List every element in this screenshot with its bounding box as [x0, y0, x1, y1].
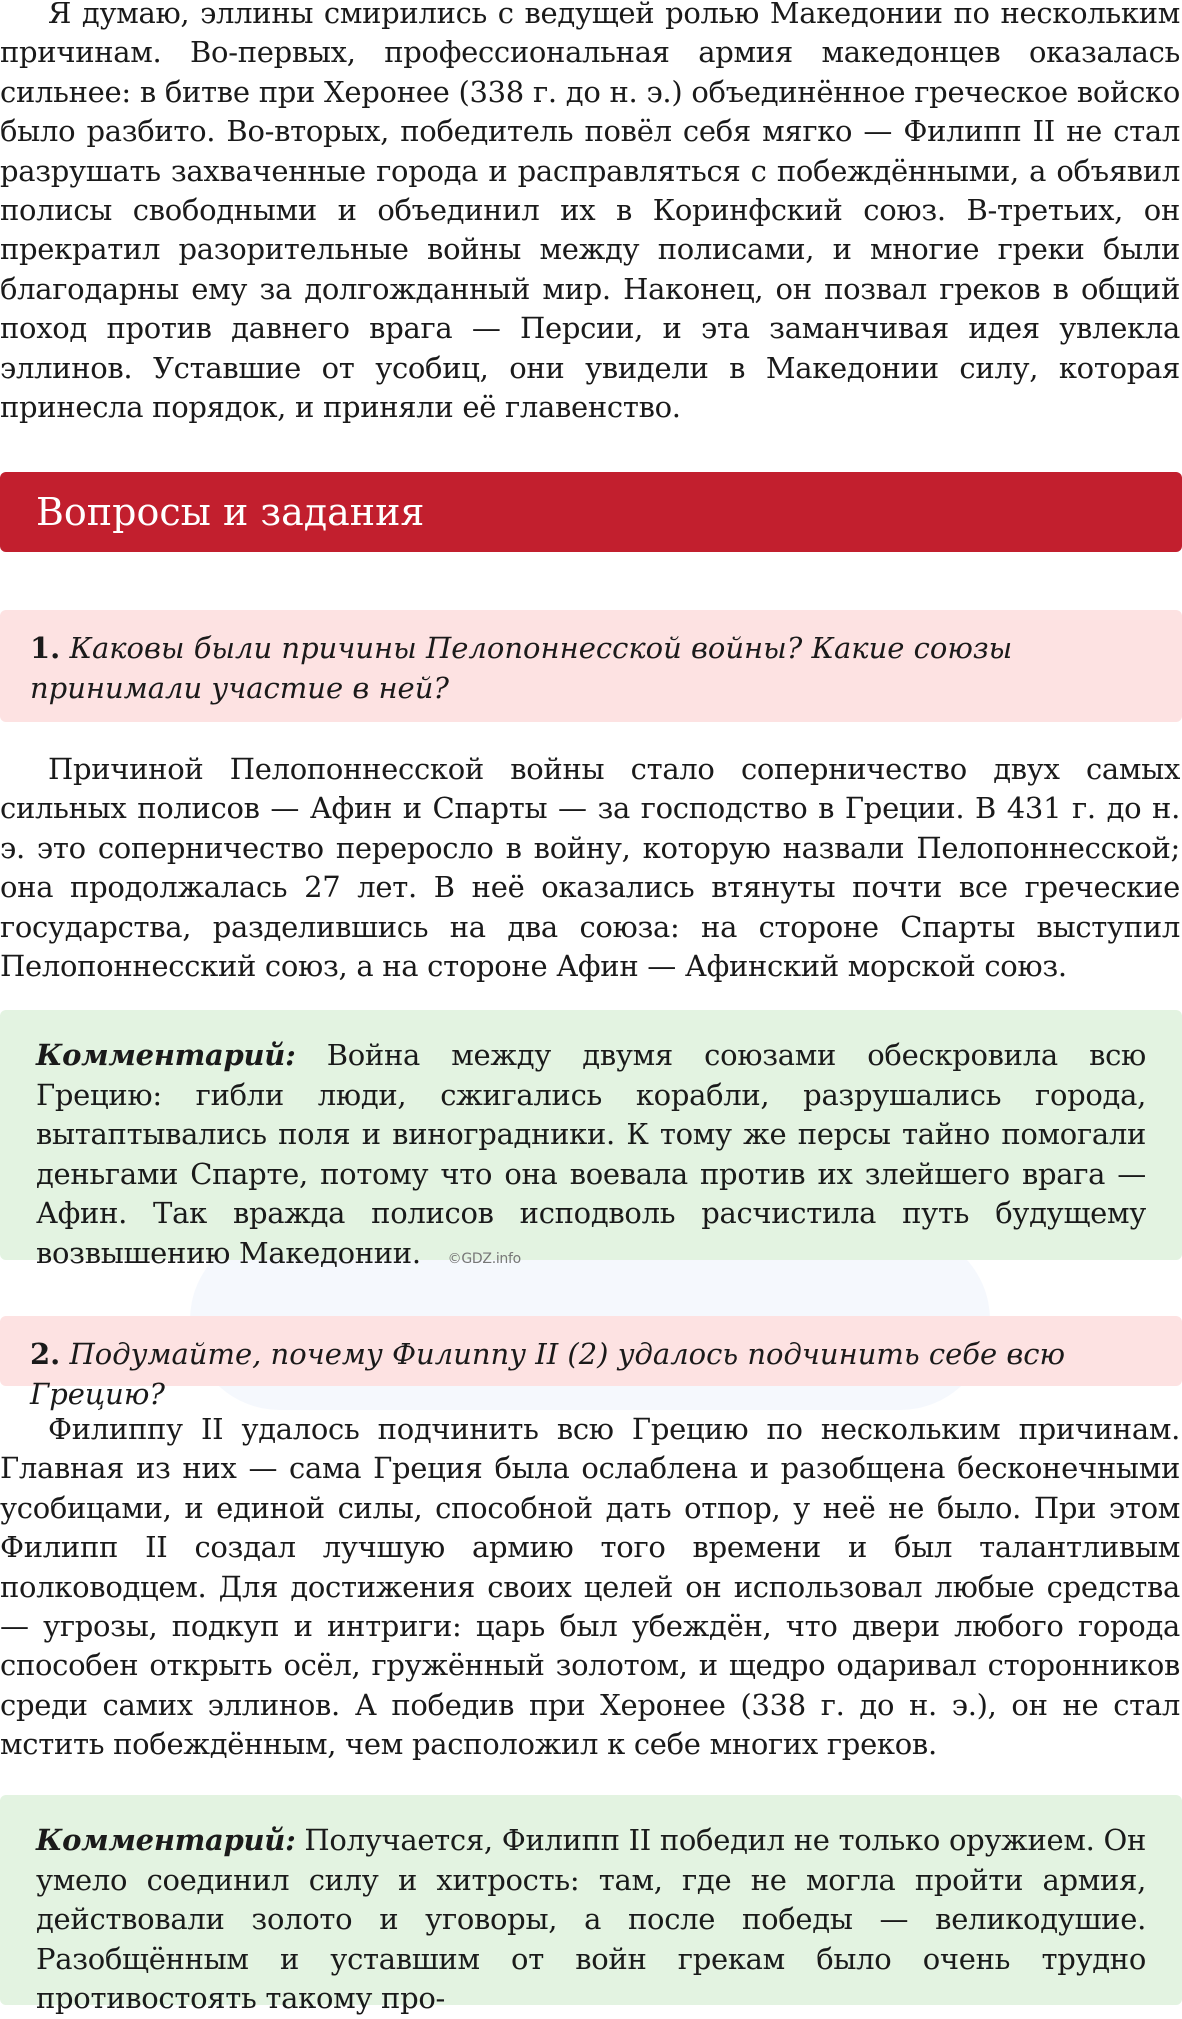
- question-2-number: 2.: [30, 1337, 61, 1371]
- section-title: Вопросы и задания: [36, 490, 425, 534]
- copyright-mark: ©GDZ.info: [447, 1250, 521, 1267]
- question-1-number: 1.: [30, 631, 61, 665]
- comment-2-box: [0, 1795, 1182, 2016]
- question-1-text: Каковы были причины Пелопоннесской войны? Какие союзы принимали участие в ней?: [30, 631, 1013, 705]
- question-1-box: [0, 610, 1182, 722]
- answer-2-paragraph: Филиппу II удалось подчинить всю Грецию по нескольким причинам. Главная из них — сама Греция была ослаблена и разобщена бесконечными усобицами, и единой силы, способной дать отпор, у неё не было. При этом Филипп II создал лучшую армию того времени и был талантливым полководцем. Для достижения своих целей он использовал любые средства — угрозы, подкуп и интриги: царь был убеждён, что двери любого города способен открыть осёл, гружённый золотом, и щедро одаривал сторонников среди самих эллинов. А победив при Херонее (338 г. до н. э.), он не стал мстить побеждённым, чем расположил к себе многих греков.: [0, 1412, 1180, 1762]
- intro-paragraph: Я думаю, эллины смирились с ведущей ролью Македонии по нескольким причинам. Во-первых, профессиональная армия македонцев оказалась сильнее: в битве при Херонее (338 г. до н. э.) объединённое греческое войско было разбито. Во-вторых, победитель повёл себя мягко — Филипп II не стал разрушать захваченные города и расправляться с побеждёнными, а объявил полисы свободными и объединил их в Коринфский союз. В-третьих, он прекратил разорительные войны между полисами, и многие греки были благодарны ему за долгожданный мир. Наконец, он позвал греков в общий поход против давнего врага — Персии, и эта заманчивая идея увлекла эллинов. Уставшие от усобиц, они увидели в Македонии силу, которая принесла порядок, и приняли её главенство.: [0, 0, 1180, 425]
- comment-1-box: [0, 1010, 1182, 1270]
- question-2-box: [0, 1316, 1182, 1411]
- comment-1-text: Война между двумя союзами обескровила всю Грецию: гибли люди, сжигались корабли, разрушались города, вытаптывались поля и виноградники. К тому же персы тайно помогали деньгами Спарте, потому что она воевала против их злейшего врага — Афин. Так вражда полисов исподволь расчистила путь будущему возвышению Македонии.: [36, 1038, 1146, 1270]
- section-header: [0, 472, 1182, 552]
- comment-2-text: Получается, Филипп II победил не только оружием. Он умело соединил силу и хитрость: там, где не могла пройти армия, действовали золото и уговоры, а после победы — великодушие. Разобщённым и уставшим от войн грекам было очень трудно противостоять такому про-: [36, 1823, 1147, 2016]
- question-2-text: Подумайте, почему Филиппу II (2) удалось подчинить себе всю Грецию?: [30, 1337, 1066, 1411]
- comment-2-label: Комментарий:: [36, 1823, 296, 1857]
- answer-1-paragraph: Причиной Пелопоннесской войны стало соперничество двух самых сильных полисов — Афин и Спарты — за господство в Греции. В 431 г. до н. э. это соперничество переросло в войну, которую назвали Пелопоннесской; она продолжалась 27 лет. В неё оказались втянуты почти все греческие государства, разделившись на два союза: на стороне Спарты выступил Пелопоннесский союз, а на стороне Афин — Афинский морской союз.: [0, 752, 1180, 984]
- comment-1-label: Комментарий:: [36, 1038, 296, 1072]
